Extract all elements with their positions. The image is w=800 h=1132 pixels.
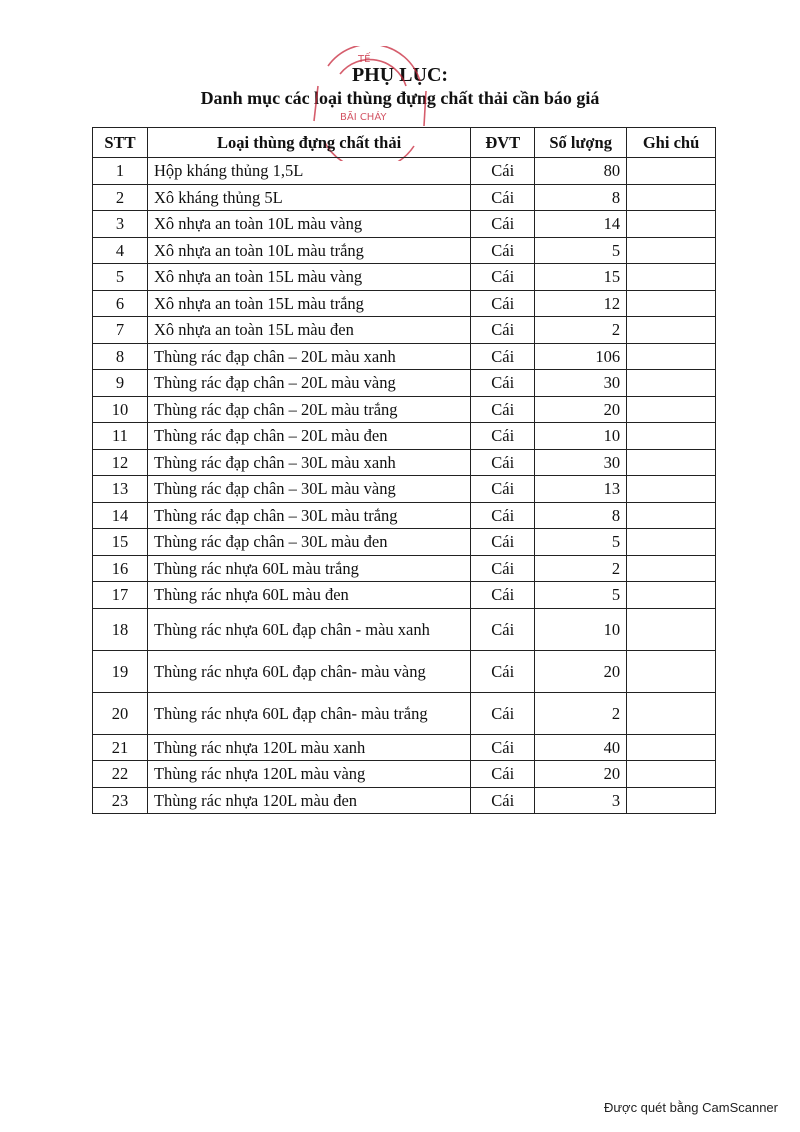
cell-qty: 12 [535,290,627,317]
cell-unit: Cái [471,734,535,761]
cell-stt: 22 [93,761,148,788]
cell-stt: 16 [93,555,148,582]
cell-name: Thùng rác đạp chân – 20L màu xanh [147,343,470,370]
cell-note [627,184,716,211]
cell-unit: Cái [471,396,535,423]
cell-qty: 5 [535,237,627,264]
cell-qty: 2 [535,692,627,734]
cell-note [627,290,716,317]
table-header-row [93,128,716,158]
cell-name: Thùng rác nhựa 60L màu trắng [147,555,470,582]
cell-unit: Cái [471,692,535,734]
cell-qty: 5 [535,582,627,609]
cell-note [627,317,716,344]
cell-unit: Cái [471,476,535,503]
cell-stt: 23 [93,787,148,814]
cell-qty: 20 [535,650,627,692]
table-row [93,317,716,344]
cell-note [627,529,716,556]
cell-unit: Cái [471,608,535,650]
table-row [93,761,716,788]
header-qty: Số lượng [535,128,627,158]
cell-note [627,158,716,185]
cell-unit: Cái [471,237,535,264]
cell-stt: 8 [93,343,148,370]
cell-stt: 5 [93,264,148,291]
cell-name: Xô nhựa an toàn 10L màu vàng [147,211,470,238]
cell-name: Hộp kháng thủng 1,5L [147,158,470,185]
cell-stt: 9 [93,370,148,397]
cell-note [627,734,716,761]
cell-name: Thùng rác đạp chân – 30L màu đen [147,529,470,556]
cell-note [627,264,716,291]
table-row [93,734,716,761]
cell-qty: 10 [535,608,627,650]
table-row [93,290,716,317]
cell-name: Thùng rác nhựa 120L màu đen [147,787,470,814]
cell-note [627,423,716,450]
cell-unit: Cái [471,264,535,291]
table-row [93,184,716,211]
cell-qty: 15 [535,264,627,291]
cell-name: Thùng rác đạp chân – 30L màu vàng [147,476,470,503]
cell-qty: 30 [535,370,627,397]
table-row [93,529,716,556]
cell-name: Thùng rác nhựa 60L đạp chân- màu vàng [147,650,470,692]
cell-stt: 3 [93,211,148,238]
cell-qty: 20 [535,761,627,788]
waste-bin-table [92,127,716,814]
cell-unit: Cái [471,317,535,344]
cell-name: Thùng rác đạp chân – 30L màu trắng [147,502,470,529]
cell-stt: 17 [93,582,148,609]
cell-qty: 40 [535,734,627,761]
cell-name: Thùng rác đạp chân – 20L màu đen [147,423,470,450]
cell-qty: 106 [535,343,627,370]
cell-qty: 2 [535,317,627,344]
cell-stt: 21 [93,734,148,761]
cell-qty: 2 [535,555,627,582]
cell-name: Thùng rác nhựa 60L đạp chân - màu xanh [147,608,470,650]
cell-stt: 20 [93,692,148,734]
cell-stt: 18 [93,608,148,650]
cell-unit: Cái [471,449,535,476]
cell-unit: Cái [471,211,535,238]
cell-unit: Cái [471,555,535,582]
cell-note [627,211,716,238]
cell-name: Thùng rác nhựa 120L màu xanh [147,734,470,761]
cell-note [627,502,716,529]
cell-name: Thùng rác nhựa 120L màu vàng [147,761,470,788]
cell-note [627,396,716,423]
stamp-top-text: TẾ [358,54,371,65]
cell-qty: 8 [535,502,627,529]
cell-stt: 15 [93,529,148,556]
cell-stt: 7 [93,317,148,344]
document-subtitle: Danh mục các loại thùng đựng chất thải cần báo giá [200,88,600,108]
cell-unit: Cái [471,158,535,185]
table-row [93,650,716,692]
document-title: PHỤ LỤC: [351,64,449,86]
cell-stt: 2 [93,184,148,211]
cell-unit: Cái [471,582,535,609]
cell-name: Thùng rác đạp chân – 20L màu vàng [147,370,470,397]
cell-qty: 5 [535,529,627,556]
cell-note [627,787,716,814]
cell-qty: 14 [535,211,627,238]
cell-note [627,692,716,734]
table-row [93,264,716,291]
cell-name: Xô nhựa an toàn 15L màu đen [147,317,470,344]
table-row [93,211,716,238]
table-row [93,787,716,814]
cell-note [627,555,716,582]
cell-name: Xô kháng thủng 5L [147,184,470,211]
cell-unit: Cái [471,423,535,450]
table-row [93,608,716,650]
cell-name: Thùng rác nhựa 60L màu đen [147,582,470,609]
table-row [93,396,716,423]
cell-stt: 6 [93,290,148,317]
cell-qty: 20 [535,396,627,423]
cell-qty: 3 [535,787,627,814]
cell-note [627,370,716,397]
cell-note [627,237,716,264]
table-row [93,502,716,529]
table-row [93,449,716,476]
header-name: Loại thùng đựng chất thải [147,128,470,158]
cell-name: Thùng rác nhựa 60L đạp chân- màu trắng [147,692,470,734]
cell-note [627,476,716,503]
scanner-footer: Được quét bằng CamScanner [603,1100,778,1115]
cell-stt: 12 [93,449,148,476]
cell-unit: Cái [471,787,535,814]
header-stt: STT [93,128,148,158]
cell-qty: 30 [535,449,627,476]
cell-name: Xô nhựa an toàn 15L màu vàng [147,264,470,291]
header-note: Ghi chú [627,128,716,158]
cell-unit: Cái [471,529,535,556]
cell-qty: 10 [535,423,627,450]
cell-note [627,650,716,692]
cell-stt: 13 [93,476,148,503]
cell-unit: Cái [471,290,535,317]
cell-stt: 1 [93,158,148,185]
table-row [93,370,716,397]
cell-stt: 19 [93,650,148,692]
cell-note [627,608,716,650]
header-unit: ĐVT [471,128,535,158]
cell-name: Thùng rác đạp chân – 30L màu xanh [147,449,470,476]
cell-qty: 80 [535,158,627,185]
cell-stt: 10 [93,396,148,423]
cell-qty: 13 [535,476,627,503]
table-row [93,423,716,450]
table-row [93,555,716,582]
cell-name: Thùng rác đạp chân – 20L màu trắng [147,396,470,423]
table-row [93,158,716,185]
cell-name: Xô nhựa an toàn 15L màu trắng [147,290,470,317]
table-row [93,692,716,734]
cell-unit: Cái [471,343,535,370]
cell-note [627,343,716,370]
cell-stt: 14 [93,502,148,529]
cell-note [627,582,716,609]
table-row [93,582,716,609]
cell-unit: Cái [471,650,535,692]
cell-unit: Cái [471,502,535,529]
cell-unit: Cái [471,370,535,397]
table-row [93,237,716,264]
table-row [93,476,716,503]
cell-unit: Cái [471,184,535,211]
cell-note [627,449,716,476]
table-row [93,343,716,370]
stamp-center-text: BÃI CHÁY [340,112,387,123]
cell-qty: 8 [535,184,627,211]
cell-note [627,761,716,788]
cell-unit: Cái [471,761,535,788]
cell-stt: 4 [93,237,148,264]
cell-stt: 11 [93,423,148,450]
cell-name: Xô nhựa an toàn 10L màu trắng [147,237,470,264]
